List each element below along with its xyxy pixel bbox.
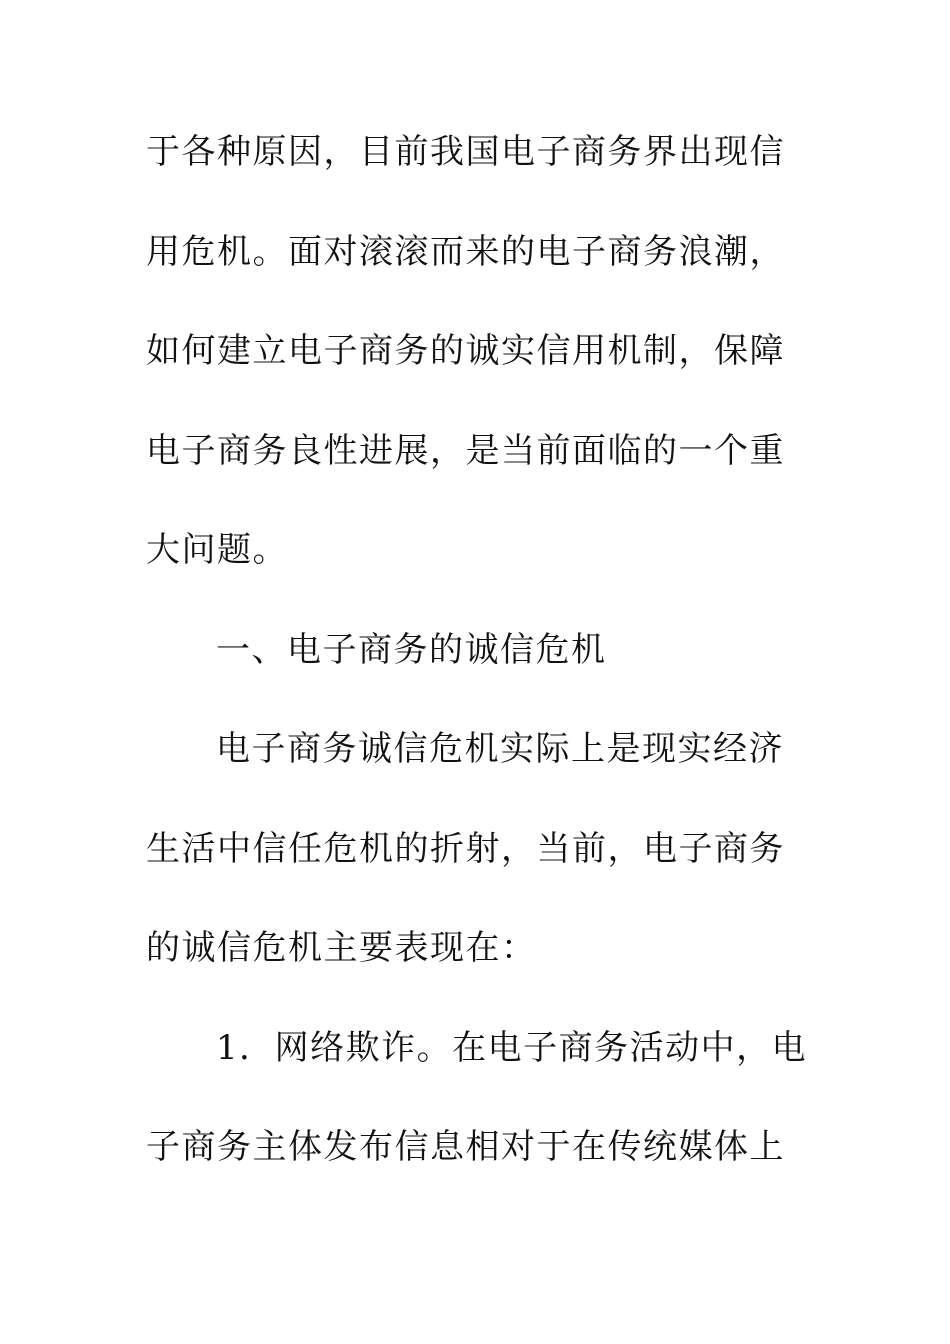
body-text-line: 的诚信危机主要表现在： <box>146 928 537 968</box>
body-text-line: 用危机。面对滚滚而来的电子商务浪潮， <box>146 232 785 272</box>
body-text-line: 电子商务诚信危机实际上是现实经济 <box>216 729 784 769</box>
list-item-text: 1．网络欺诈。在电子商务活动中，电 <box>216 1028 808 1068</box>
section-heading: 一、电子商务的诚信危机 <box>216 630 607 670</box>
body-text-line: 于各种原因，目前我国电子商务界出现信 <box>146 132 785 172</box>
body-text-line: 子商务主体发布信息相对于在传统媒体上 <box>146 1127 785 1167</box>
body-text-line: 电子商务良性进展，是当前面临的一个重 <box>146 431 785 471</box>
body-text-line: 如何建立电子商务的诚实信用机制，保障 <box>146 331 785 371</box>
body-text-line: 大问题。 <box>146 530 288 570</box>
body-text-line: 生活中信任危机的折射，当前，电子商务 <box>146 829 785 869</box>
